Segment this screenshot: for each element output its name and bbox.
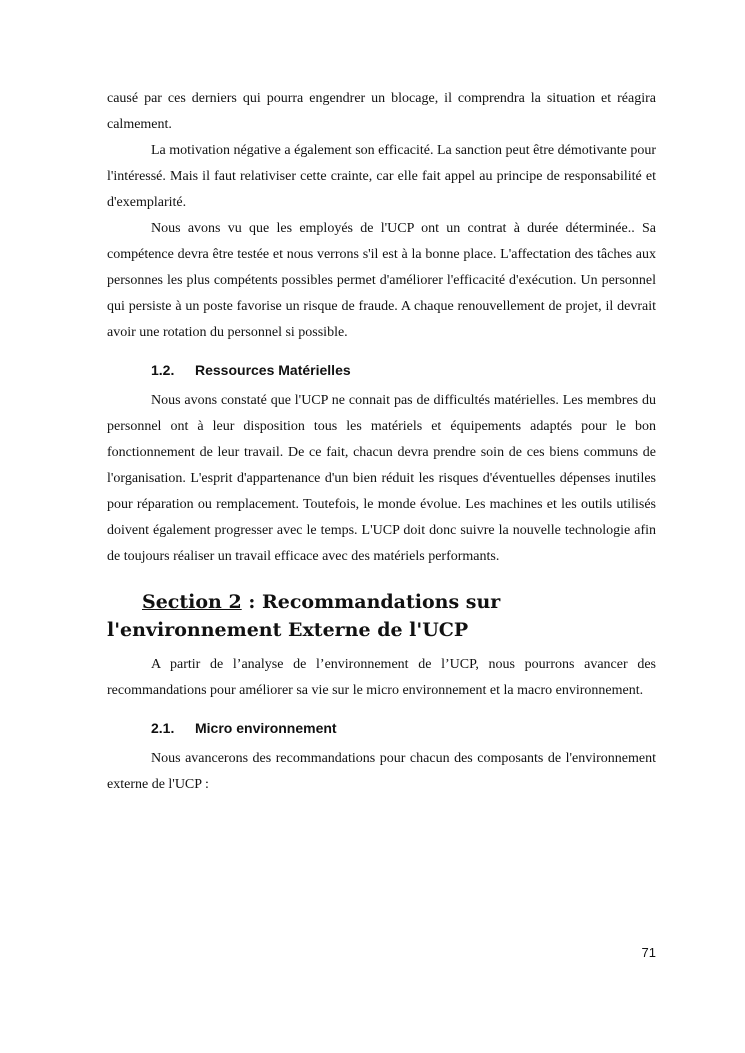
page-content (107, 86, 656, 798)
section-title: : Recommandations sur l'environnement Externe de l'UCP (107, 591, 501, 641)
subsection-title: Ressources Matérielles (195, 362, 351, 378)
subsection-title: Micro environnement (195, 720, 337, 736)
subsection-heading-2-1 (107, 718, 656, 738)
paragraph-recommandations: Nous avancerons des recommandations pour chacun des composants de l'environnement externe de l'UCP : (107, 751, 656, 792)
section-heading-2 (107, 588, 656, 644)
paragraph-ressources: Nous avons constaté que l'UCP ne connait pas de difficultés matérielles. Les membres du personnel ont à leur disposition tous les matériels et équipements adaptés pour le bon fonctionnement de leur travail. De ce fait, chacun devra prendre soin de ces biens communs de l'organisation. L'esprit d'appartenance d'un bien réduit les risques d'éventuelles dépenses inutiles pour réparation ou remplacement. Toutefois, le monde évolue. Les machines et les outils utilisés doivent également progresser avec le temps. L'UCP doit donc suivre la nouvelle technologie afin de toujours réaliser un travail efficace avec des matériels performants. (107, 393, 656, 564)
paragraph-motivation: La motivation négative a également son efficacité. La sanction peut être démotivante pour l'intéressé. Mais il faut relativiser cette crainte, car elle fait appel au principe de responsabilité et d'exemplarité. (107, 143, 656, 210)
paragraph-analyse: A partir de l’analyse de l’environnement de l’UCP, nous pourrons avancer des recommandations pour améliorer sa vie sur le micro environnement et la macro environnement. (107, 657, 656, 698)
subsection-heading-1-2 (107, 360, 656, 380)
page-number: 71 (641, 945, 656, 960)
subsection-number: 2.1. (151, 720, 175, 736)
section-label: Section 2 (142, 591, 242, 613)
paragraph-continuation: causé par ces derniers qui pourra engendrer un blocage, il comprendra la situation et réagira calmement. (107, 91, 656, 132)
subsection-number: 1.2. (151, 362, 175, 378)
paragraph-employes: Nous avons vu que les employés de l'UCP ont un contrat à durée déterminée.. Sa compétence devra être testée et nous verrons s'il est à la bonne place. L'affectation des tâches aux personnes les plus compétents possibles permet d'améliorer l'efficacité d'exécution. Un personnel qui persiste à un poste favorise un risque de fraude. A chaque renouvellement de projet, il devrait avoir une rotation du personnel si possible. (107, 221, 656, 340)
